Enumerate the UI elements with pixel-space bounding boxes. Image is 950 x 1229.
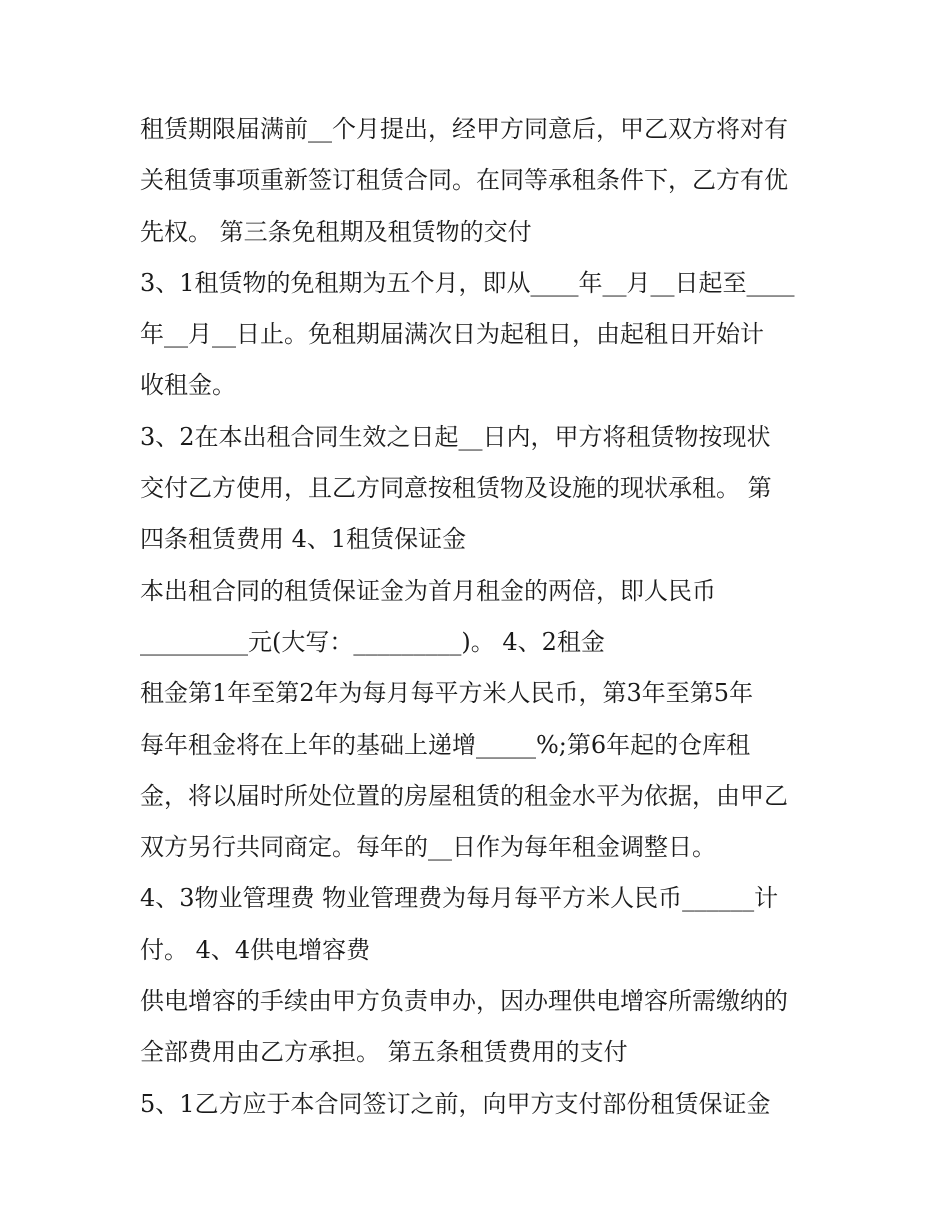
text-line: 收租金。 xyxy=(140,371,236,400)
contract-text xyxy=(140,104,820,1130)
text-line: 付。 4、4供电增容费 xyxy=(140,935,371,964)
text-line: 3、2在本出租合同生效之日起__日内，甲方将租赁物按现状 xyxy=(140,422,771,451)
text-line: 全部费用由乙方承担。 第五条租赁费用的支付 xyxy=(140,1038,628,1067)
text-line: 先权。 第三条免租期及租赁物的交付 xyxy=(140,217,532,246)
text-line: 租赁期限届满前__个月提出，经甲方同意后，甲乙双方将对有 xyxy=(140,115,788,143)
text-line: 年__月__日止。免租期届满次日为起租日，由起租日开始计 xyxy=(140,320,764,349)
text-line: 交付乙方使用，且乙方同意按租赁物及设施的现状承租。 第 xyxy=(140,474,772,503)
text-line: 关租赁事项重新签订租赁合同。在同等承租条件下，乙方有优 xyxy=(140,166,788,195)
text-line: 供电增容的手续由甲方负责申办，因办理供电增容所需缴纳的 xyxy=(140,987,788,1016)
text-line: 租金第1年至第2年为每月每平方米人民币，第3年至第5年 xyxy=(140,679,754,708)
text-line: 每年租金将在上年的基础上递增_____%;第6年起的仓库租 xyxy=(140,730,751,759)
text-line: 3、1租赁物的免租期为五个月，即从____年__月__日起至____ xyxy=(140,268,795,297)
text-line: 5、1乙方应于本合同签订之前，向甲方支付部份租赁保证金 xyxy=(140,1089,771,1118)
text-line: 金，将以届时所处位置的房屋租赁的租金水平为依据，由甲乙 xyxy=(140,781,788,810)
text-line: _________元(大写：_________)。 4、2租金 xyxy=(140,627,605,656)
text-line: 四条租赁费用 4、1租赁保证金 xyxy=(140,525,467,554)
text-line: 本出租合同的租赁保证金为首月租金的两倍，即人民币 xyxy=(140,576,716,605)
text-line: 4、3物业管理费 物业管理费为每月每平方米人民币______计 xyxy=(140,884,779,913)
text-line: 双方另行共同商定。每年的__日作为每年租金调整日。 xyxy=(140,833,716,862)
